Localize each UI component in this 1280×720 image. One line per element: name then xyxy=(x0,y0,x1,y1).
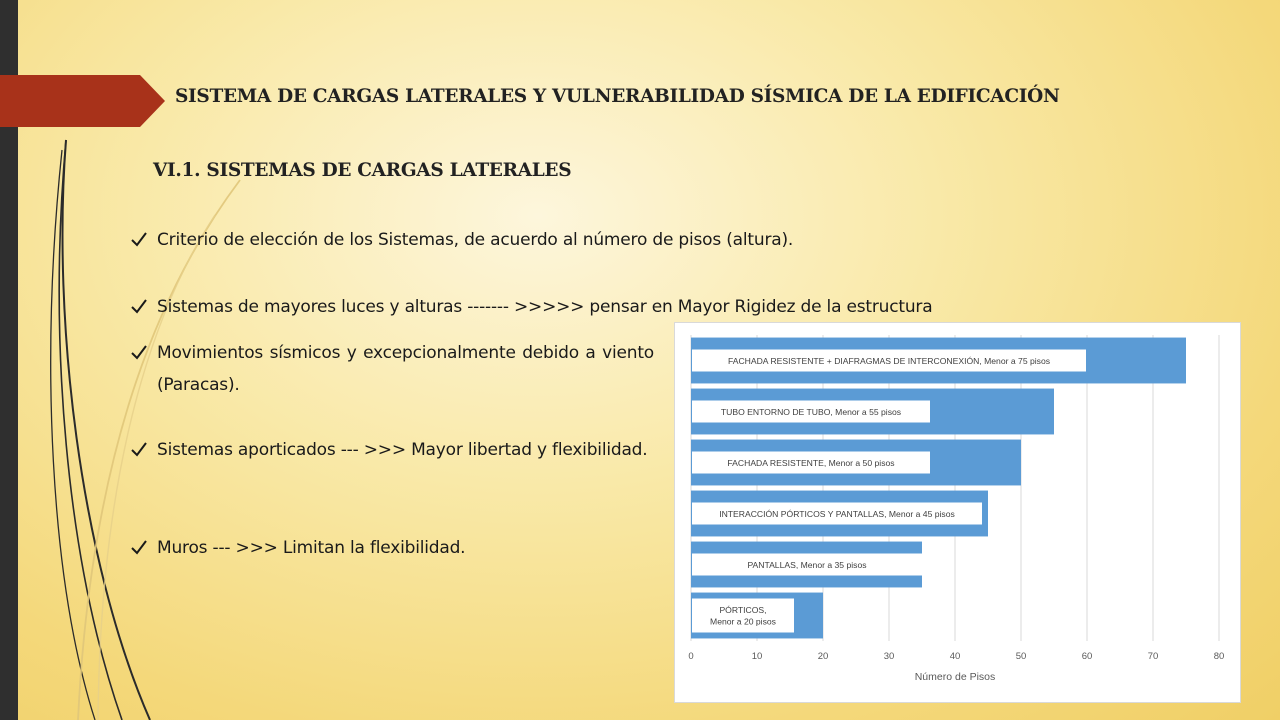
checkmark-icon xyxy=(130,337,148,369)
bullet-item xyxy=(130,224,793,256)
bullet-text: Movimientos sísmicos y excepcionalmente debido a viento (Paracas). xyxy=(157,343,654,395)
category-label: PANTALLAS, Menor a 35 pisos xyxy=(747,560,867,570)
category-label: FACHADA RESISTENTE, Menor a 50 pisos xyxy=(727,458,895,468)
category-label: TUBO ENTORNO DE TUBO, Menor a 55 pisos xyxy=(720,407,902,417)
bullet-item xyxy=(130,434,654,466)
bullet-item xyxy=(130,532,465,564)
category-label: INTERACCIÓN PÓRTICOS Y PANTALLAS, Menor a 45 pisos xyxy=(719,509,955,519)
slide-title: SISTEMA DE CARGAS LATERALES Y VULNERABILIDAD SÍSMICA DE LA EDIFICACIÓN xyxy=(175,86,1060,107)
bullet-text: Muros --- >>> Limitan la flexibilidad. xyxy=(157,538,466,558)
category-label: FACHADA RESISTENTE + DIAFRAGMAS DE INTERCONEXIÓN, Menor a 75 pisos xyxy=(727,356,1051,366)
x-tick-label: 60 xyxy=(1081,651,1093,662)
x-tick-label: 10 xyxy=(751,651,763,662)
bullet-text: Sistemas aporticados --- >>> Mayor libertad y flexibilidad. xyxy=(157,440,648,460)
checkmark-icon xyxy=(130,291,148,323)
checkmark-icon xyxy=(130,434,148,466)
bullet-text: Sistemas de mayores luces y alturas ------- >>>>> pensar en Mayor Rigidez de la estructura xyxy=(157,297,933,317)
bullet-item xyxy=(130,291,932,323)
section-subtitle: VI.1. SISTEMAS DE CARGAS LATERALES xyxy=(153,160,572,181)
x-tick-label: 50 xyxy=(1015,651,1027,662)
bar-chart-panel xyxy=(674,322,1241,703)
category-label: PÓRTICOS, Menor a 20 pisos xyxy=(710,605,776,627)
x-tick-label: 80 xyxy=(1213,651,1225,662)
bullet-text: Criterio de elección de los Sistemas, de acuerdo al número de pisos (altura). xyxy=(157,230,794,250)
x-axis-label: Número de Pisos xyxy=(914,671,996,683)
x-tick-label: 20 xyxy=(817,651,829,662)
title-ribbon xyxy=(0,75,165,127)
category-label-box xyxy=(692,599,794,633)
x-tick-label: 30 xyxy=(883,651,895,662)
checkmark-icon xyxy=(130,532,148,564)
x-tick-label: 0 xyxy=(688,651,694,662)
x-tick-label: 40 xyxy=(949,651,961,662)
bullet-item xyxy=(130,337,654,401)
bar-chart xyxy=(675,323,1242,704)
checkmark-icon xyxy=(130,224,148,256)
x-tick-label: 70 xyxy=(1147,651,1159,662)
